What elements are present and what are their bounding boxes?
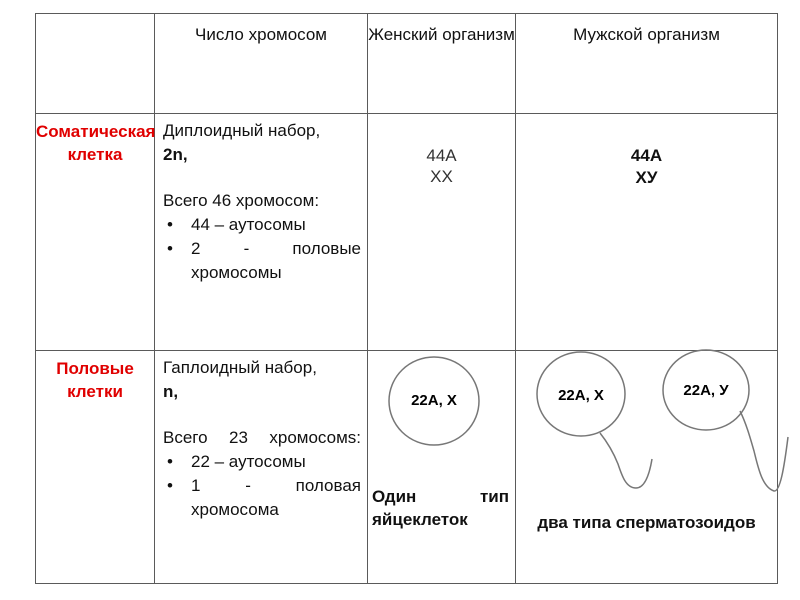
somatic-female-autosomes: 44А [426, 146, 457, 165]
sperm-y-label: 22А, У [683, 382, 729, 399]
somatic-description [155, 114, 368, 351]
somatic-set-type: Диплоидный набор, [163, 121, 321, 140]
chromosome-table [35, 13, 778, 584]
somatic-male-autosomes: 44А [630, 146, 663, 165]
somatic-ploidy: 2n, [163, 145, 188, 164]
sperm-x-tail [600, 433, 652, 488]
list-item: • 1 - половая хромосома [163, 474, 361, 522]
sex-cells-total: Всего 23 хромосомs: [163, 428, 361, 447]
sex-cells-description [155, 351, 368, 584]
somatic-male-karyotype [516, 114, 778, 351]
sperm-y-tail [740, 411, 788, 491]
somatic-list [163, 213, 361, 285]
somatic-row-label [36, 114, 155, 351]
sex-cells-set-type: Гаплоидный набор, [163, 358, 317, 377]
sperm-cells [516, 351, 778, 584]
sex-cells-row [36, 351, 778, 584]
list-item: • 44 – аутосомы [163, 213, 361, 237]
header-female: Женский организм [368, 14, 516, 114]
somatic-female-sex: ХХ [430, 167, 453, 186]
sperm-x-label: 22А, Х [558, 387, 604, 404]
sperm-diagram [516, 351, 778, 584]
header-male: Мужской организм [516, 14, 778, 114]
empty-corner-cell [36, 14, 155, 114]
egg-cell [368, 351, 516, 584]
somatic-male-sex: ХУ [635, 168, 658, 187]
sex-cells-row-label [36, 351, 155, 584]
sperm-caption: два типа сперматозоидов [537, 513, 756, 532]
sex-cells-ploidy: n, [163, 382, 179, 401]
header-row [36, 14, 778, 114]
list-item: • 22 – аутосомы [163, 450, 361, 474]
egg-caption: Один тип яйцеклеток [372, 487, 509, 529]
list-item: • 2 - половые хромосомы [163, 237, 361, 285]
sex-cells-list [163, 450, 361, 522]
sex-cells-label: Половые клетки [56, 359, 134, 401]
header-chromosome-count: Число хромосом [155, 14, 368, 114]
egg-diagram [368, 351, 516, 584]
somatic-total: Всего 46 хромосом: [163, 191, 320, 210]
somatic-female-karyotype [368, 114, 516, 351]
somatic-label: Соматическая клетка [36, 122, 156, 164]
somatic-row [36, 114, 778, 351]
egg-label: 22А, Х [411, 392, 457, 409]
